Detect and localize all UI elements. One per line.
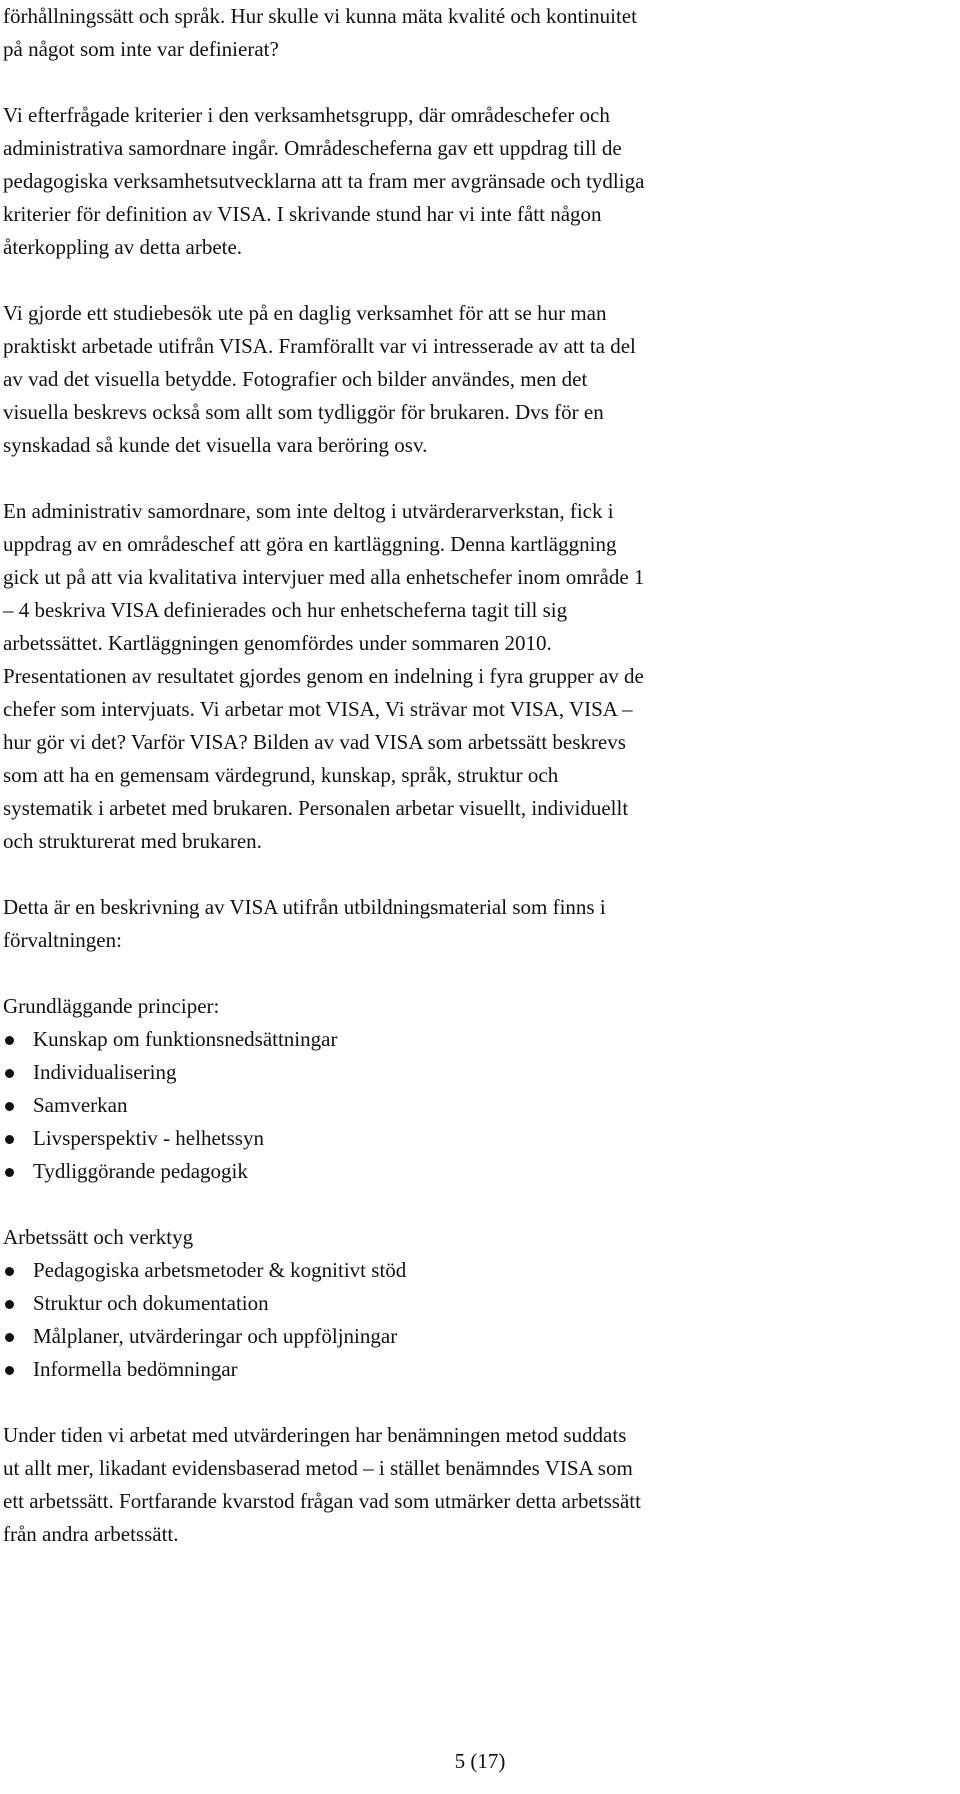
list-item-label: Livsperspektiv - helhetssyn bbox=[33, 1126, 264, 1150]
page-number: 5 (17) bbox=[454, 1749, 506, 1773]
list-item-label: Samverkan bbox=[33, 1093, 128, 1117]
text-line: Detta är en beskrivning av VISA utifrån utbildningsmaterial som finns i bbox=[3, 895, 606, 919]
paragraph bbox=[3, 0, 953, 66]
list-item bbox=[3, 1056, 953, 1089]
text-line: Vi efterfrågade kriterier i den verksamhetsgrupp, där områdeschefer och bbox=[3, 103, 610, 127]
text-line: uppdrag av en områdeschef att göra en kartläggning. Denna kartläggning bbox=[3, 532, 617, 556]
text-line: systematik i arbetet med brukaren. Personalen arbetar visuellt, individuellt bbox=[3, 796, 629, 820]
paragraph bbox=[3, 297, 953, 462]
text-line: från andra arbetssätt. bbox=[3, 1522, 179, 1546]
text-line: visuella beskrevs också som allt som tydliggör för brukaren. Dvs för en bbox=[3, 400, 604, 424]
bullet-icon bbox=[5, 1366, 14, 1375]
paragraph bbox=[3, 1419, 953, 1551]
paragraph bbox=[3, 99, 953, 264]
text-line: – 4 beskriva VISA definierades och hur enhetscheferna tagit till sig bbox=[3, 598, 568, 622]
bullet-icon bbox=[5, 1300, 14, 1309]
methods-heading: Arbetssätt och verktyg bbox=[3, 1225, 194, 1249]
text-line: gick ut på att via kvalitativa intervjuer med alla enhetschefer inom område 1 bbox=[3, 565, 645, 589]
text-line: Under tiden vi arbetat med utvärderingen har benämningen metod suddats bbox=[3, 1423, 627, 1447]
list-item bbox=[3, 1023, 953, 1056]
bullet-icon bbox=[5, 1102, 14, 1111]
text-line: återkoppling av detta arbete. bbox=[3, 235, 243, 259]
bullet-icon bbox=[5, 1168, 14, 1177]
list-item bbox=[3, 1320, 953, 1353]
text-line: hur gör vi det? Varför VISA? Bilden av vad VISA som arbetssätt beskrevs bbox=[3, 730, 626, 754]
principles-list bbox=[3, 1023, 953, 1188]
list-item bbox=[3, 1155, 953, 1188]
text-line: ut allt mer, likadant evidensbaserad metod – i stället benämndes VISA som bbox=[3, 1456, 633, 1480]
paragraph bbox=[3, 891, 953, 957]
methods-list bbox=[3, 1254, 953, 1386]
bullet-icon bbox=[5, 1069, 14, 1078]
text-line: ett arbetssätt. Fortfarande kvarstod frågan vad som utmärker detta arbetssätt bbox=[3, 1489, 641, 1513]
text-line: av vad det visuella betydde. Fotografier och bilder användes, men det bbox=[3, 367, 588, 391]
text-line: Vi gjorde ett studiebesök ute på en daglig verksamhet för att se hur man bbox=[3, 301, 607, 325]
list-item-label: Informella bedömningar bbox=[33, 1357, 238, 1381]
text-line: som att ha en gemensam värdegrund, kunskap, språk, struktur och bbox=[3, 763, 559, 787]
list-item-label: Tydliggörande pedagogik bbox=[33, 1159, 248, 1183]
list-item bbox=[3, 1122, 953, 1155]
text-line: förvaltningen: bbox=[3, 928, 122, 952]
text-line: förhållningssätt och språk. Hur skulle vi kunna mäta kvalité och kontinuitet bbox=[3, 4, 637, 28]
text-line: synskadad så kunde det visuella vara beröring osv. bbox=[3, 433, 428, 457]
list-item-label: Kunskap om funktionsnedsättningar bbox=[33, 1027, 338, 1051]
list-item-label: Pedagogiska arbetsmetoder & kognitivt stöd bbox=[33, 1258, 407, 1282]
list-item bbox=[3, 1287, 953, 1320]
text-line: Presentationen av resultatet gjordes genom en indelning i fyra grupper av de bbox=[3, 664, 644, 688]
list-item bbox=[3, 1353, 953, 1386]
paragraph bbox=[3, 495, 953, 858]
bullet-icon bbox=[5, 1036, 14, 1045]
text-line: på något som inte var definierat? bbox=[3, 37, 279, 61]
text-line: arbetssättet. Kartläggningen genomfördes under sommaren 2010. bbox=[3, 631, 552, 655]
list-item-label: Individualisering bbox=[33, 1060, 177, 1084]
document-body bbox=[3, 0, 953, 1584]
text-line: och strukturerat med brukaren. bbox=[3, 829, 262, 853]
bullet-icon bbox=[5, 1267, 14, 1276]
list-item-label: Målplaner, utvärderingar och uppföljningar bbox=[33, 1324, 398, 1348]
list-item bbox=[3, 1089, 953, 1122]
text-line: praktiskt arbetade utifrån VISA. Framförallt var vi intresserade av att ta del bbox=[3, 334, 636, 358]
list-item bbox=[3, 1254, 953, 1287]
text-line: chefer som intervjuats. Vi arbetar mot VISA, Vi strävar mot VISA, VISA – bbox=[3, 697, 633, 721]
bullet-icon bbox=[5, 1333, 14, 1342]
list-item-label: Struktur och dokumentation bbox=[33, 1291, 269, 1315]
text-line: kriterier för definition av VISA. I skrivande stund har vi inte fått någon bbox=[3, 202, 602, 226]
text-line: En administrativ samordnare, som inte deltog i utvärderarverkstan, fick i bbox=[3, 499, 614, 523]
principles-heading: Grundläggande principer: bbox=[3, 994, 220, 1018]
bullet-icon bbox=[5, 1135, 14, 1144]
text-line: pedagogiska verksamhetsutvecklarna att ta fram mer avgränsade och tydliga bbox=[3, 169, 645, 193]
text-line: administrativa samordnare ingår. Områdescheferna gav ett uppdrag till de bbox=[3, 136, 622, 160]
